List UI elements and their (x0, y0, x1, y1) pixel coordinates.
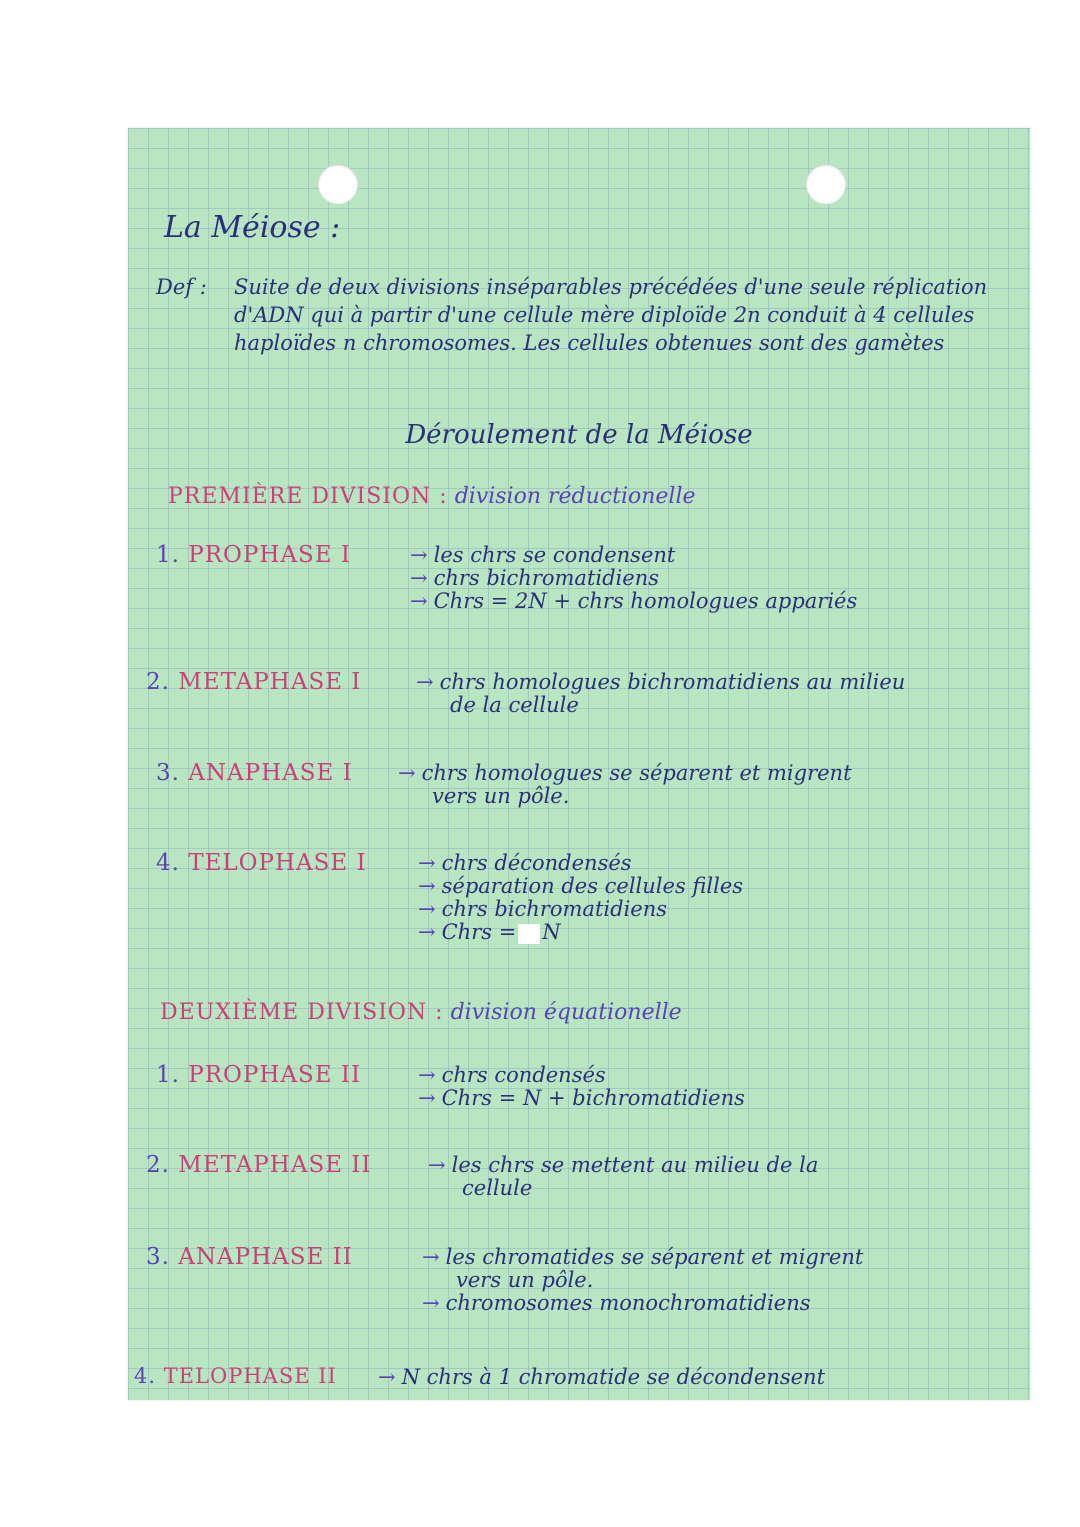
notebook-page (128, 128, 1030, 1400)
punch-hole (806, 164, 846, 204)
definition (156, 273, 1016, 357)
phase-label: 1. PROPHASE I (156, 542, 351, 568)
note-line: → chrs homologues bichromatidiens au milieu (416, 670, 906, 694)
phase-notes (416, 671, 905, 717)
phase-label: 2. METAPHASE I (146, 669, 362, 695)
note-line: → chromosomes monochromatidiens (422, 1291, 811, 1315)
section-title: Déroulement de la Méiose (405, 420, 753, 450)
phase-label: 4. TELOPHASE II (134, 1364, 337, 1388)
division1-subtitle: division réductionelle (454, 484, 696, 509)
note-line: → séparation des cellules filles (418, 874, 744, 898)
division2-name: DEUXIÈME DIVISION : (160, 1000, 444, 1025)
division1-heading (168, 484, 696, 509)
phase-notes (428, 1154, 818, 1200)
phase-label: 3. ANAPHASE I (156, 760, 353, 786)
correction-blank (518, 924, 540, 944)
note-line: → les chrs se condensent (410, 543, 676, 567)
phase-label: 2. METAPHASE II (146, 1152, 372, 1178)
note-line: → les chromatides se séparent et migrent (422, 1245, 864, 1269)
division1-name: PREMIÈRE DIVISION : (168, 484, 448, 509)
note-line: → Chrs = N + bichromatidiens (418, 1086, 745, 1110)
note-line: → chrs bichromatidiens (410, 566, 659, 590)
definition-label: Def : (156, 275, 207, 299)
definition-text: Suite de deux divisions inséparables précédées d'une seule réplication d'ADN qui à partir d'une cellule mère diploïde 2n conduit à 4 cellules haploïdes n chromosomes. Les cellules obtenues sont des gamètes (234, 275, 988, 355)
note-line: → chrs homologues se séparent et migrent (398, 761, 852, 785)
note-line: → les chrs se mettent au milieu de la (428, 1153, 819, 1177)
note-line: → Chrs = N (418, 920, 561, 944)
phase-label: 4. TELOPHASE I (156, 850, 367, 876)
phase-label: 1. PROPHASE II (156, 1062, 362, 1088)
note-line: vers un pôle. (432, 784, 570, 808)
note-line: cellule (462, 1176, 533, 1200)
phase-notes (378, 1366, 825, 1389)
phase-notes (410, 544, 857, 613)
phase-notes (398, 762, 852, 808)
phase-notes (418, 852, 743, 944)
note-line: vers un pôle. (456, 1268, 594, 1292)
division2-heading (160, 1000, 682, 1025)
phase-label: 3. ANAPHASE II (146, 1244, 353, 1270)
division2-subtitle: division équationelle (450, 1000, 682, 1025)
note-line: de la cellule (450, 693, 579, 717)
punch-hole (318, 164, 358, 204)
note-line: → Chrs = 2N + chrs homologues appariés (410, 589, 858, 613)
note-line: → chrs décondensés (418, 851, 632, 875)
note-line: → chrs bichromatidiens (418, 897, 667, 921)
note-line: → chrs condensés (418, 1063, 606, 1087)
page-title: La Méiose : (164, 210, 341, 245)
note-line: → N chrs à 1 chromatide se décondensent (378, 1365, 826, 1389)
phase-notes (422, 1246, 863, 1315)
phase-notes (418, 1064, 745, 1110)
